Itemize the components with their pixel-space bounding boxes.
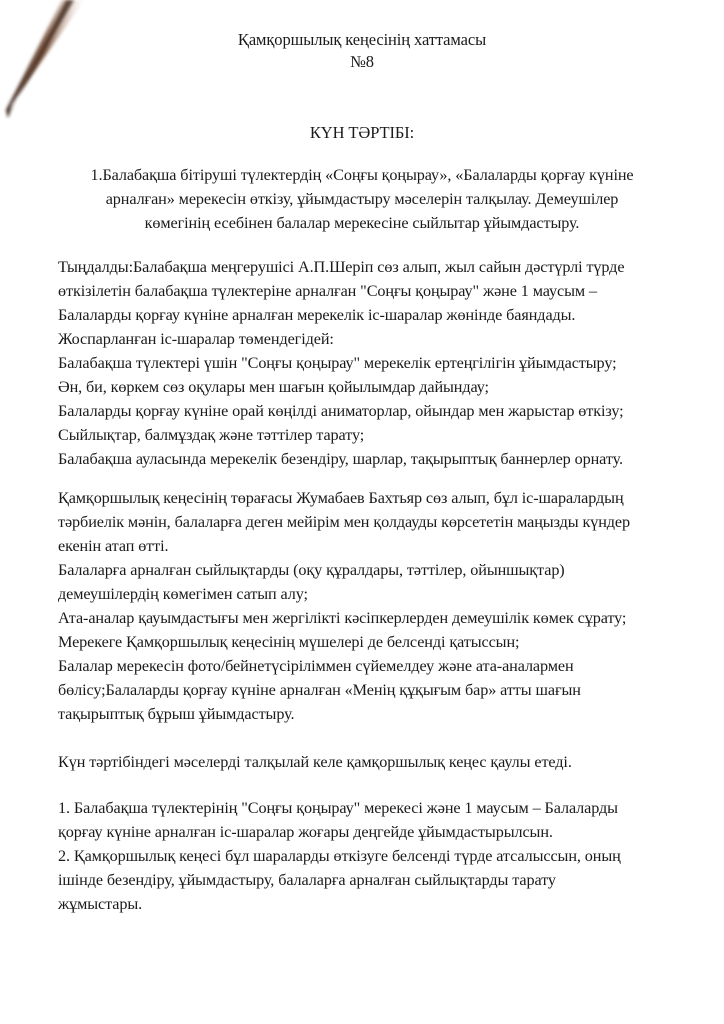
chair-line: тақырыптық бұрыш ұйымдастыру.	[58, 705, 295, 723]
decision-line: жұмыстары.	[58, 895, 143, 913]
heard-line: Балабақша ауласында мерекелік безендіру, шарлар, тақырыптық баннерлер орнату.	[58, 450, 623, 468]
heard-line: өткізілетін балабақша түлектеріне арналған "Соңғы қоңырау" және 1 маусым –	[58, 282, 597, 300]
agenda-heading: КҮН ТӘРТІБІ:	[309, 123, 415, 142]
heard-line: Ән, би, көркем сөз оқулары мен шағын қойылымдар дайындау;	[58, 378, 489, 396]
chair-line: демеушілердің көмегімен сатып алу;	[58, 585, 308, 603]
chair-line: тәрбиелік мәнін, балаларға деген мейірім мен қолдауды көрсететін маңызды күндер	[58, 513, 630, 531]
decision-line: 1. Балабақша түлектерінің "Соңғы қоңырау" мерекесі және 1 маусым – Балаларды	[58, 799, 618, 817]
decision-intro: Күн тәртібіндегі мәселерді талқылай келе қамқоршылық кеңес қаулы етеді.	[58, 753, 572, 771]
heard-line: Балаларды қорғау күніне орай көңілді аниматорлар, ойындар мен жарыстар өткізу;	[58, 402, 624, 420]
agenda-line: 1.Балабақша бітіруші түлектердің «Соңғы қоңырау», «Балаларды қорғау күніне	[90, 166, 634, 184]
protocol-number: №8	[350, 52, 374, 71]
heard-line: Тыңдалды:Балабақша меңгерушісі А.П.Шеріп сөз алып, жыл сайын дәстүрлі түрде	[58, 258, 625, 276]
heard-line: Жоспарланған іс-шаралар төмендегідей:	[58, 330, 334, 348]
document-title: Қамқоршылық кеңесінің хаттамасы	[237, 30, 487, 49]
decision-line: ішінде безендіру, ұйымдастыру, балаларға арналған сыйлықтарды тарату	[58, 871, 556, 889]
agenda-line: арналған» мерекесін өткізу, ұйымдастыру мәселерін талқылау. Демеушілер	[105, 190, 619, 208]
chair-line: Мерекеге Қамқоршылық кеңесінің мүшелері де белсенді қатыссын;	[58, 633, 520, 651]
chair-line: Балаларға арналған сыйлықтарды (оқу құралдары, тәттілер, ойыншықтар)	[58, 561, 565, 579]
chair-line: Балалар мерекесін фото/бейнетүсіріліммен сүйемелдеу және ата-аналармен	[58, 657, 574, 675]
chair-line: екенін атап өтті.	[58, 537, 169, 555]
chair-line: Ата-аналар қауымдастығы мен жергілікті кәсіпкерлерден демеушілік көмек сұрату;	[58, 609, 627, 627]
chair-line: бөлісу;Балаларды қорғау күніне арналған «Менің құқығым бар» атты шағын	[58, 681, 581, 699]
heard-line: Балабақша түлектері үшін "Соңғы қоңырау" мерекелік ертеңгілігін ұйымдастыру;	[58, 354, 617, 372]
heard-line: Сыйлықтар, балмұздақ және тәттілер тарату;	[58, 426, 365, 444]
chair-line: Қамқоршылық кеңесінің төрағасы Жумабаев Бахтьяр сөз алып, бұл іс-шаралардың	[58, 489, 624, 507]
agenda-line: көмегінің есебінен балалар мерекесіне сыйлытар ұйымдастыру.	[144, 214, 580, 232]
decision-line: қорғау күніне арналған іс-шаралар жоғары деңгейде ұйымдастырылсын.	[58, 823, 553, 841]
heard-line: Балаларды қорғау күніне арналған мерекелік іс-шаралар жөнінде баяндады.	[58, 306, 576, 324]
decision-line: 2. Қамқоршылық кеңесі бұл шараларды өткізуге белсенді түрде атсалыссын, оның	[58, 847, 621, 865]
